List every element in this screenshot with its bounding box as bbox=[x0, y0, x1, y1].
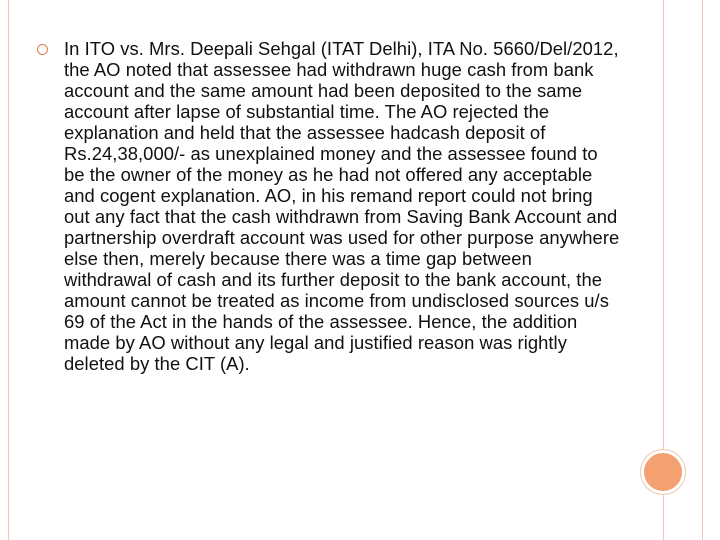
decorative-circle-icon bbox=[641, 450, 685, 494]
hollow-circle-bullet-icon bbox=[37, 44, 48, 55]
slide-body-paragraph: In ITO vs. Mrs. Deepali Sehgal (ITAT Delhi), ITA No. 5660/Del/2012, the AO noted that assessee had withdrawn huge cash from bank account and the same amount had been deposited to the same account after lapse of substantial time. The AO rejected the explanation and held that the assessee hadcash deposit of Rs.24,38,000/- as unexplained money and the assessee found to be the owner of the money as he had not offered any acceptable and cogent explanation. AO, in his remand report could not bring out any fact that the cash withdrawn from Saving Bank Account and partnership overdraft account was used for other purpose anywhere else then, merely because there was a time gap between withdrawal of cash and its further deposit to the bank account, the amount cannot be treated as income from undisclosed sources u/s 69 of the Act in the hands of the assessee. Hence, the addition made by AO without any legal and justified reason was rightly deleted by the CIT (A). bbox=[64, 38, 620, 374]
